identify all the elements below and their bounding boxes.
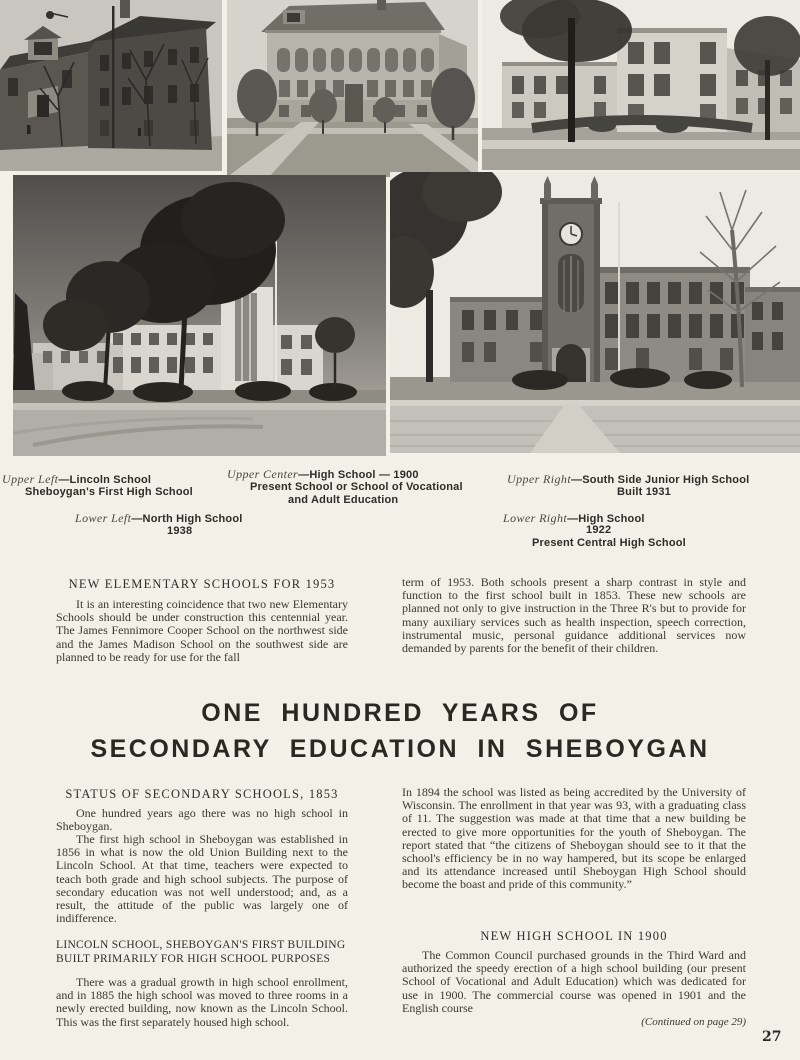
section1-left-column: It is an interesting coincidence that two new Elementary Schools should be under construction this centennial year. The James Fennimore Cooper School on the northwest side and the James Madison School on the southwest side are planned to be ready for use for the fall — [56, 597, 348, 664]
south-side-junior-high-illustration — [482, 0, 800, 170]
section1-right-column: term of 1953. Both schools present a sharp contrast in style and function to the first school built in 1853. These new schools are planned not only to give instruction in the Three R's but to provide for many auxiliary services such as health inspection, speech correction, instrumental music, personal guidance additional services now demanded by parents for the benefit of their children. — [402, 575, 746, 656]
caption-upper-left-line1 — [2, 472, 151, 487]
lincoln-school-illustration — [0, 0, 222, 171]
high-school-1900-illustration — [227, 0, 478, 177]
north-high-school-illustration — [13, 175, 386, 456]
caption-upper-left-title: —Lincoln School — [58, 474, 152, 486]
caption-lower-right-sub2: Present Central High School — [532, 537, 686, 549]
caption-upper-center-title: —High School — 1900 — [298, 469, 419, 481]
section2-right-para2: The Common Council purchased grounds in the Third Ward and authorized the speedy erection of a high school building (our present School of Vocational and Adult Education) which was dedicated for use in 1900. The commercial course was opened in 1901 and the English course — [402, 948, 746, 1015]
caption-upper-center-sub2: and Adult Education — [288, 494, 399, 506]
section2-left-para3: There was a gradual growth in high school enrollment, and in 1885 the high school was moved to three rooms in a newly erected building, now known as the Lincoln School. This was the first separately housed high school. — [56, 975, 348, 1029]
main-title-line1: ONE HUNDRED YEARS OF — [201, 699, 599, 727]
caption-upper-center-label: Upper Center — [227, 467, 299, 481]
photo-north-high-school — [13, 175, 386, 456]
photo-south-side-junior-high — [482, 0, 800, 170]
section2-left-heading2 — [56, 939, 346, 966]
caption-upper-right-label: Upper Right — [507, 472, 572, 486]
main-title-line2: SECONDARY EDUCATION IN SHEBOYGAN — [90, 735, 710, 763]
central-high-school-illustration — [390, 172, 800, 453]
page-number: 27 — [762, 1029, 782, 1045]
section2-left-para2: The first high school in Sheboygan was established in 1856 in what is now the old Union Building next to the Lincoln School. At that time, teachers were expected to teach both grade and high school subjects. The purpose of secondary education was not well understood; and, as a result, the attitude of the public was largely one of indifference. — [56, 832, 348, 926]
photo-lincoln-school — [0, 0, 222, 171]
section2-left-para1: One hundred years ago there was no high school in Sheboygan. — [56, 806, 348, 834]
caption-upper-center-line1 — [227, 467, 419, 482]
caption-lower-right-label: Lower Right — [503, 511, 568, 525]
caption-lower-right-title: —High School — [567, 513, 645, 525]
caption-lower-left-sub: 1938 — [167, 525, 193, 537]
continued-note: (Continued on page 29) — [641, 1016, 746, 1028]
caption-lower-right-line1 — [503, 511, 645, 526]
section2-left-heading1: STATUS OF SECONDARY SCHOOLS, 1853 — [65, 787, 339, 801]
caption-lower-right-sub1: 1922 — [586, 524, 612, 536]
section2-right-para1: In 1894 the school was listed as being accredited by the University of Wisconsin. The enrollment in that year was 93, with a graduating class of 11. The suggestion was made at that time that a new building be erected to give more opportunities for the youth of Sheboygan. The report stated that “the citizens of Sheboygan should see to it that the school's efficiency be in no way hampered, but its scope be enlarged and its attendance increased until Sheboygan High School should become the boast and pride of this community.” — [402, 785, 746, 892]
caption-upper-left-sub: Sheboygan's First High School — [25, 486, 193, 498]
photo-high-school-1900 — [227, 0, 478, 177]
caption-lower-left-line1 — [75, 511, 243, 526]
section1-heading: NEW ELEMENTARY SCHOOLS FOR 1953 — [68, 577, 336, 591]
photo-central-high-school — [390, 172, 800, 453]
caption-lower-left-label: Lower Left — [75, 511, 132, 525]
caption-upper-right-sub: Built 1931 — [617, 486, 671, 498]
caption-upper-center-sub1: Present School or School of Vocational — [250, 481, 463, 493]
section2-left-heading2-line1: LINCOLN SCHOOL, SHEBOYGAN'S FIRST BUILDING — [56, 939, 346, 951]
caption-upper-left-label: Upper Left — [2, 472, 59, 486]
caption-upper-right-title: —South Side Junior High School — [571, 474, 750, 486]
caption-lower-left-title: —North High School — [131, 513, 243, 525]
section2-left-heading2-line2: BUILT PRIMARILY FOR HIGH SCHOOL PURPOSES — [56, 952, 331, 965]
section2-right-heading: NEW HIGH SCHOOL IN 1900 — [480, 929, 668, 943]
caption-upper-right-line1 — [507, 472, 749, 487]
